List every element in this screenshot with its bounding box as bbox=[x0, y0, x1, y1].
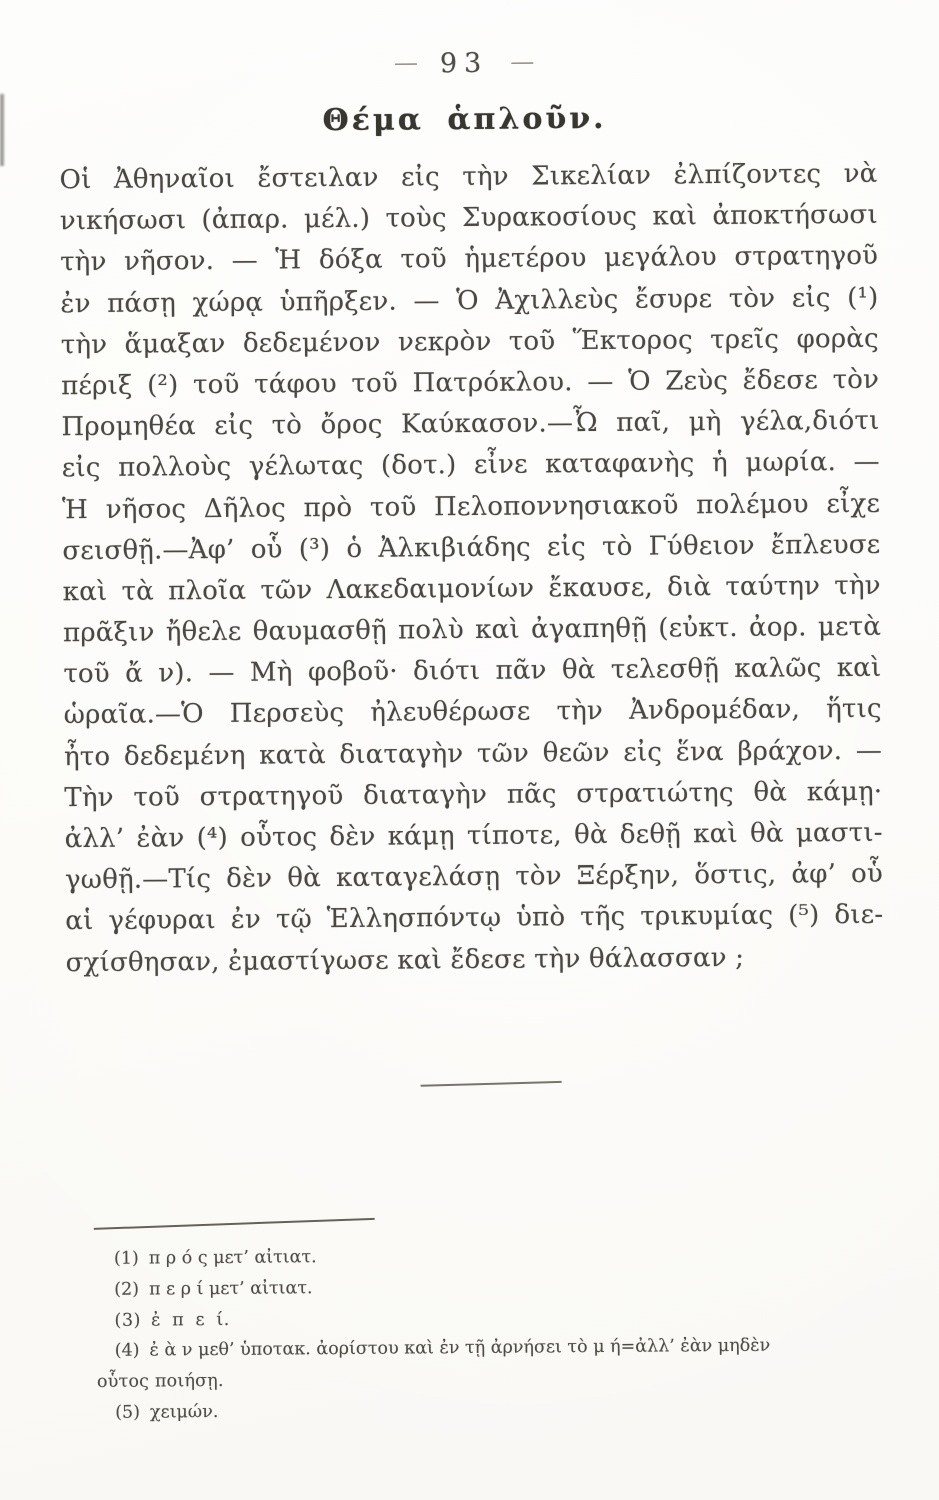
body-line: σεισθῇ.—Ἀφ’ οὗ (³) ὁ Ἀλκιβιάδης εἰς τὸ Γύθειον ἔπλευσε bbox=[62, 529, 881, 566]
footnotes bbox=[92, 1237, 925, 1428]
body-line: Οἱ Ἀθηναῖοι ἔστειλαν εἰς τὴν Σικελίαν ἐλπίζοντες νὰ bbox=[59, 158, 878, 196]
footnote-marker: (5) bbox=[115, 1402, 141, 1423]
body-line: τὴν ἅμαξαν δεδεμένον νεκρὸν τοῦ Ἕκτορος τρεῖς φορὰς bbox=[60, 323, 879, 360]
body-line: γωθῇ.—Τίς δὲν θὰ καταγελάσῃ τὸν Ξέρξην, ὅστις, ἀφ’ οὗ bbox=[64, 858, 884, 896]
body-line: πρᾶξιν ἤθελε θαυμασθῇ πολὺ καὶ ἀγαπηθῇ (εὐκτ. ἀορ. μετὰ bbox=[62, 611, 882, 649]
page-number-dash-right: — bbox=[510, 47, 535, 76]
footnote-separator-rule bbox=[94, 1218, 375, 1230]
footnote-text: ἐ π ε ί. bbox=[150, 1309, 231, 1331]
body-line: Ἡ νῆσος Δῆλος πρὸ τοῦ Πελοποννησιακοῦ πολέμου εἶχε bbox=[61, 488, 881, 525]
body-line: τὴν νῆσον. — Ἡ δόξα τοῦ ἡμετέρου μεγάλου στρατηγοῦ bbox=[60, 241, 879, 278]
body-line: αἱ γέφυραι ἐν τῷ Ἑλλησπόντῳ ὑπὸ τῆς τρικυμίας (⁵) διε- bbox=[65, 900, 884, 937]
body-line: ἦτο δεδεμένη κατὰ διαταγὴν τῶν θεῶν εἰς ἕνα βράχον. — bbox=[63, 735, 883, 772]
footnote-item bbox=[93, 1391, 925, 1428]
page-number-value: 93 bbox=[439, 47, 489, 80]
footnote-text: ἐ ὰ ν μεθ’ ὑποτακ. ἀορίστου καὶ ἐν τῇ ἀρνήσει τὸ μ ή=ἀλλ’ ἐὰν μηδὲν bbox=[149, 1336, 771, 1361]
body-line: Τὴν τοῦ στρατηγοῦ διαταγὴν πᾶς στρατιώτης θὰ κάμῃ· bbox=[64, 776, 883, 813]
section-heading: Θέμα ἁπλοῦν. bbox=[322, 100, 607, 139]
footnote-marker: (4) bbox=[114, 1341, 140, 1362]
body-line: ἐν πάσῃ χώρᾳ ὑπῆρξεν. — Ὁ Ἀχιλλεὺς ἔσυρε τὸν εἰς (¹) bbox=[60, 282, 879, 319]
body-line: πέριξ (²) τοῦ τάφου τοῦ Πατρόκλου. — Ὁ Ζεὺς ἔδεσε τὸν bbox=[61, 364, 880, 402]
body-line: εἰς πολλοὺς γέλωτας (δοτ.) εἶνε καταφανὴς ἡ μωρία. — bbox=[61, 447, 880, 484]
body-line: ὡραῖα.—Ὁ Περσεὺς ἠλευθέρωσε τὴν Ἀνδρομέδαν, ἥτις bbox=[63, 694, 882, 731]
body-line: ἀλλ’ ἐὰν (⁴) οὗτος δὲν κάμῃ τίποτε, θὰ δεθῇ καὶ θὰ μαστι- bbox=[64, 817, 883, 855]
body-line: τοῦ ἄ ν). — Μὴ φοβοῦ· διότι πᾶν θὰ τελεσθῇ καλῶς καὶ bbox=[63, 653, 882, 690]
page-number-dash-left: — bbox=[393, 48, 419, 77]
footnote-text: π ε ρ ί μετ’ αἰτιατ. bbox=[148, 1278, 313, 1300]
footnote-marker: (1) bbox=[113, 1248, 139, 1269]
footnote-marker: (2) bbox=[114, 1279, 140, 1300]
body-text bbox=[59, 154, 883, 984]
body-line: σχίσθησαν, ἐμαστίγωσε καὶ ἔδεσε τὴν θάλασσαν ; bbox=[65, 942, 745, 978]
body-line: Προμηθέα εἰς τὸ ὄρος Καύκασον.—Ὦ παῖ, μὴ γέλα,διότι bbox=[61, 405, 880, 443]
footnote-marker: (3) bbox=[114, 1310, 142, 1331]
body-line: καὶ τὰ πλοῖα τῶν Λακεδαιμονίων ἔκαυσε, διὰ ταύτην τὴν bbox=[62, 570, 881, 608]
footnote-text: χειμών. bbox=[149, 1401, 219, 1423]
body-line: νικήσωσι (ἀπαρ. μέλ.) τοὺς Συρακοσίους καὶ ἀποκτήσωσι bbox=[59, 199, 878, 237]
footnote-continuation: οὗτος ποιήσῃ. bbox=[96, 1371, 224, 1393]
page-number bbox=[0, 44, 934, 82]
footnote-text: π ρ ό ς μετ’ αἰτιατ. bbox=[148, 1247, 317, 1269]
footnote-item bbox=[93, 1330, 925, 1398]
section-divider-rule bbox=[421, 1081, 562, 1087]
